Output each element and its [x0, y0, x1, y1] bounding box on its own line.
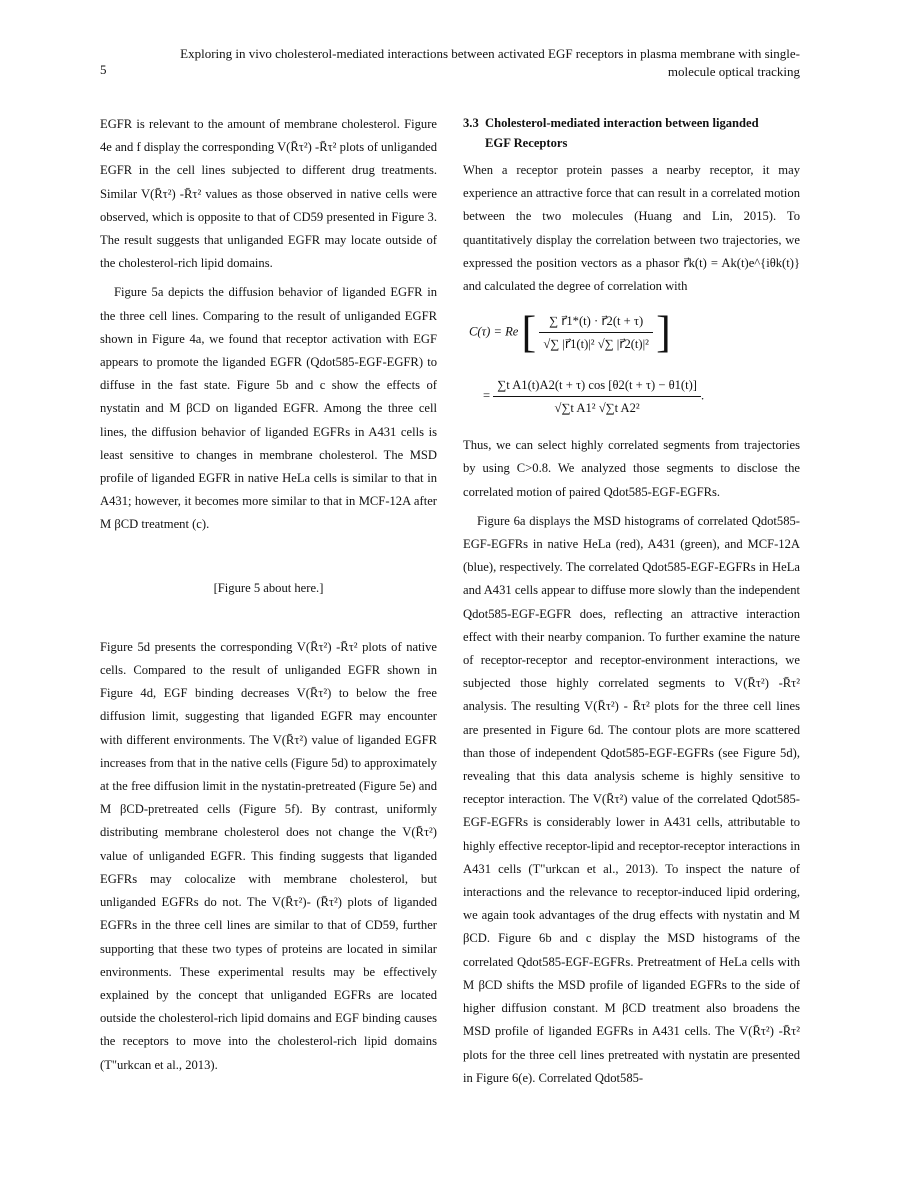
right-paragraph-3: Figure 6a displays the MSD histograms of correlated Qdot585-EGF-EGFRs in native HeLa (red), A431 (green), and MCF-12A (blue), respectively. The correlated Qdot585-EGF-EGFRs in HeLa and A431 cells appear to diffuse more slowly than the independent Qdot585-EGF-EGFR does, reflecting an attractive interaction effect with their nearby companion. To further examine the nature of receptor-receptor and receptor-environment interactions, we subjected those highly correlated segments to V(R̄τ²) -R̄τ² analysis. The resulting V(R̄τ²) - R̄τ² plots for the three cell lines are presented in Figure 6d. The contour plots are more scattered than those of independent Qdot585-EGF-EGFRs (see Figure 5d), revealing that this data analysis scheme is highly sensitive to receptor interaction. The V(R̄τ²) value of the correlated Qdot585-EGF-EGFRs is considerably lower in A431 cells, attributable to highly effective receptor-lipid and receptor-receptor interactions in A431 cells (T"urkcan et al., 2013). To inspect the nature of interactions and the relevance to receptor-induced lipid ordering, we again took advantages of the drug effects with nystatin and M βCD. Figure 6b and c display the MSD histograms of the correlated Qdot585-EGF-EGFRs. Pretreatment of HeLa cells with M βCD shifts the MSD profile of liganded EGFRs to the side of higher diffusion constant. M βCD treatment also broadens the MSD profile of liganded EGFRs in A431 cells. The V(R̄τ²) -R̄τ² plots for the three cell lines pretreated with nystatin are presented in Figure 6(e). Correlated Qdot585-	[463, 513, 800, 1085]
section-title-line-2: EGF Receptors	[485, 136, 568, 150]
left-paragraph-1: EGFR is relevant to the amount of membrane cholesterol. Figure 4e and f display the corresponding V(R̄τ²) -R̄τ² plots of unliganded EGFR in the cell lines subjected to different drug treatments. Similar V(R̄τ²) -R̄τ² values as those observed in native cells were observed, which is opposite to that of CD59 presented in Figure 3. The result suggests that unliganded EGFR may locate outside of the cholesterol-rich lipid domains.	[100, 117, 437, 271]
section-heading	[463, 113, 800, 153]
section-number: 3.3	[463, 116, 479, 130]
right-column	[463, 113, 800, 1090]
right-bracket: ]	[656, 307, 671, 357]
correlation-equation	[463, 306, 800, 424]
running-header: Exploring in vivo cholesterol-mediated interactions between activated EGF receptors in plasma membrane with single-molecule optical tracking	[180, 46, 800, 79]
equation-equals: =	[483, 388, 491, 403]
fraction-2-numerator: ∑t A1(t)A2(t + τ) cos [θ2(t + τ) − θ1(t)]	[493, 376, 701, 397]
equation-fraction-1	[539, 312, 653, 353]
equation-fraction-2	[493, 376, 701, 417]
section-title-line-1: Cholesterol-mediated interaction between liganded	[485, 116, 759, 130]
left-paragraph-2: Figure 5a depicts the diffusion behavior of liganded EGFR in the three cell lines. Comparing to the result of unliganded EGFR shown in Figure 4a, we found that receptor activation with EGF appears to promote the liganded EGFR (Qdot585-EGF-EGFR) to diffuse in the fast state. Figure 5b and c show the effects of nystatin and M βCD on liganded EGFR. Among the three cell lines, the diffusion behavior of liganded EGFRs in A431 cells is least sensitive to changes in membrane cholesterol. The MSD profile of liganded EGFR in native HeLa cells is similar to that in A431; however, it becomes more similar to that in MCF-12A after M βCD treatment (c).	[100, 285, 437, 532]
right-paragraph-1: When a receptor protein passes a nearby receptor, it may experience an attractive force that can result in a correlated motion between the two molecules (Huang and Lin, 2015). To quantitatively display the correlation between two trajectories, we expressed the position vectors as a phasor r⃗k(t) = Ak(t)e^{iθk(t)} and calculated the degree of correlation with	[463, 163, 800, 294]
left-paragraph-3: Figure 5d presents the corresponding V(R̄τ²) -R̄τ² plots of native cells. Compared to the result of unliganded EGFR shown in Figure 4d, EGF binding decreases V(R̄τ²) to below the free diffusion limit, suggesting that liganded EGFR may encounter with different environments. The V(R̄τ²) value of liganded EGFR increases from that in the native cells (Figure 5d) to approximately at the free diffusion limit in the nystatin-pretreated (Figure 5e) and M βCD-pretreated cells (Figure 5f). By contrast, uniformly distributing membrane cholesterol does not change the V(R̄τ²) value of unliganded EGFR. This finding suggests that liganded EGFRs may colocalize with membrane cholesterol, but unliganded EGFRs do not. The V(R̄τ²)- (R̄τ²) plots of liganded EGFRs in the three cell lines are similar to that of CD59, further supporting that these two types of proteins are located in similar environments. These experimental results may be effectively explained by the concept that unliganded EGFRs are located outside the cholesterol-rich lipid domains and EGF binding causes the receptors to move into the cholesterol-rich lipid domains (T"urkcan et al., 2013).	[100, 639, 437, 1072]
fraction-2-denominator: √∑t A1² √∑t A2²	[554, 401, 640, 416]
left-column	[100, 113, 437, 1077]
equation-lhs: C(τ) = Re	[469, 324, 519, 339]
right-paragraph-2: Thus, we can select highly correlated segments from trajectories by using C>0.8. We analyzed those segments to disclose the correlated motion of paired Qdot585-EGF-EGFRs.	[463, 438, 800, 499]
equation-line-1	[469, 307, 799, 357]
figure-5-placeholder: [Figure 5 about here.]	[213, 580, 324, 595]
page-number: 5	[100, 62, 107, 77]
equation-period: .	[700, 388, 705, 403]
fraction-1-numerator: ∑ r⃗1*(t) · r⃗2(t + τ)	[539, 312, 653, 333]
left-bracket: [	[521, 307, 537, 357]
fraction-1-denominator: √∑ |r⃗1(t)|² √∑ |r⃗2(t)|²	[543, 337, 649, 352]
equation-line-2	[483, 376, 799, 417]
